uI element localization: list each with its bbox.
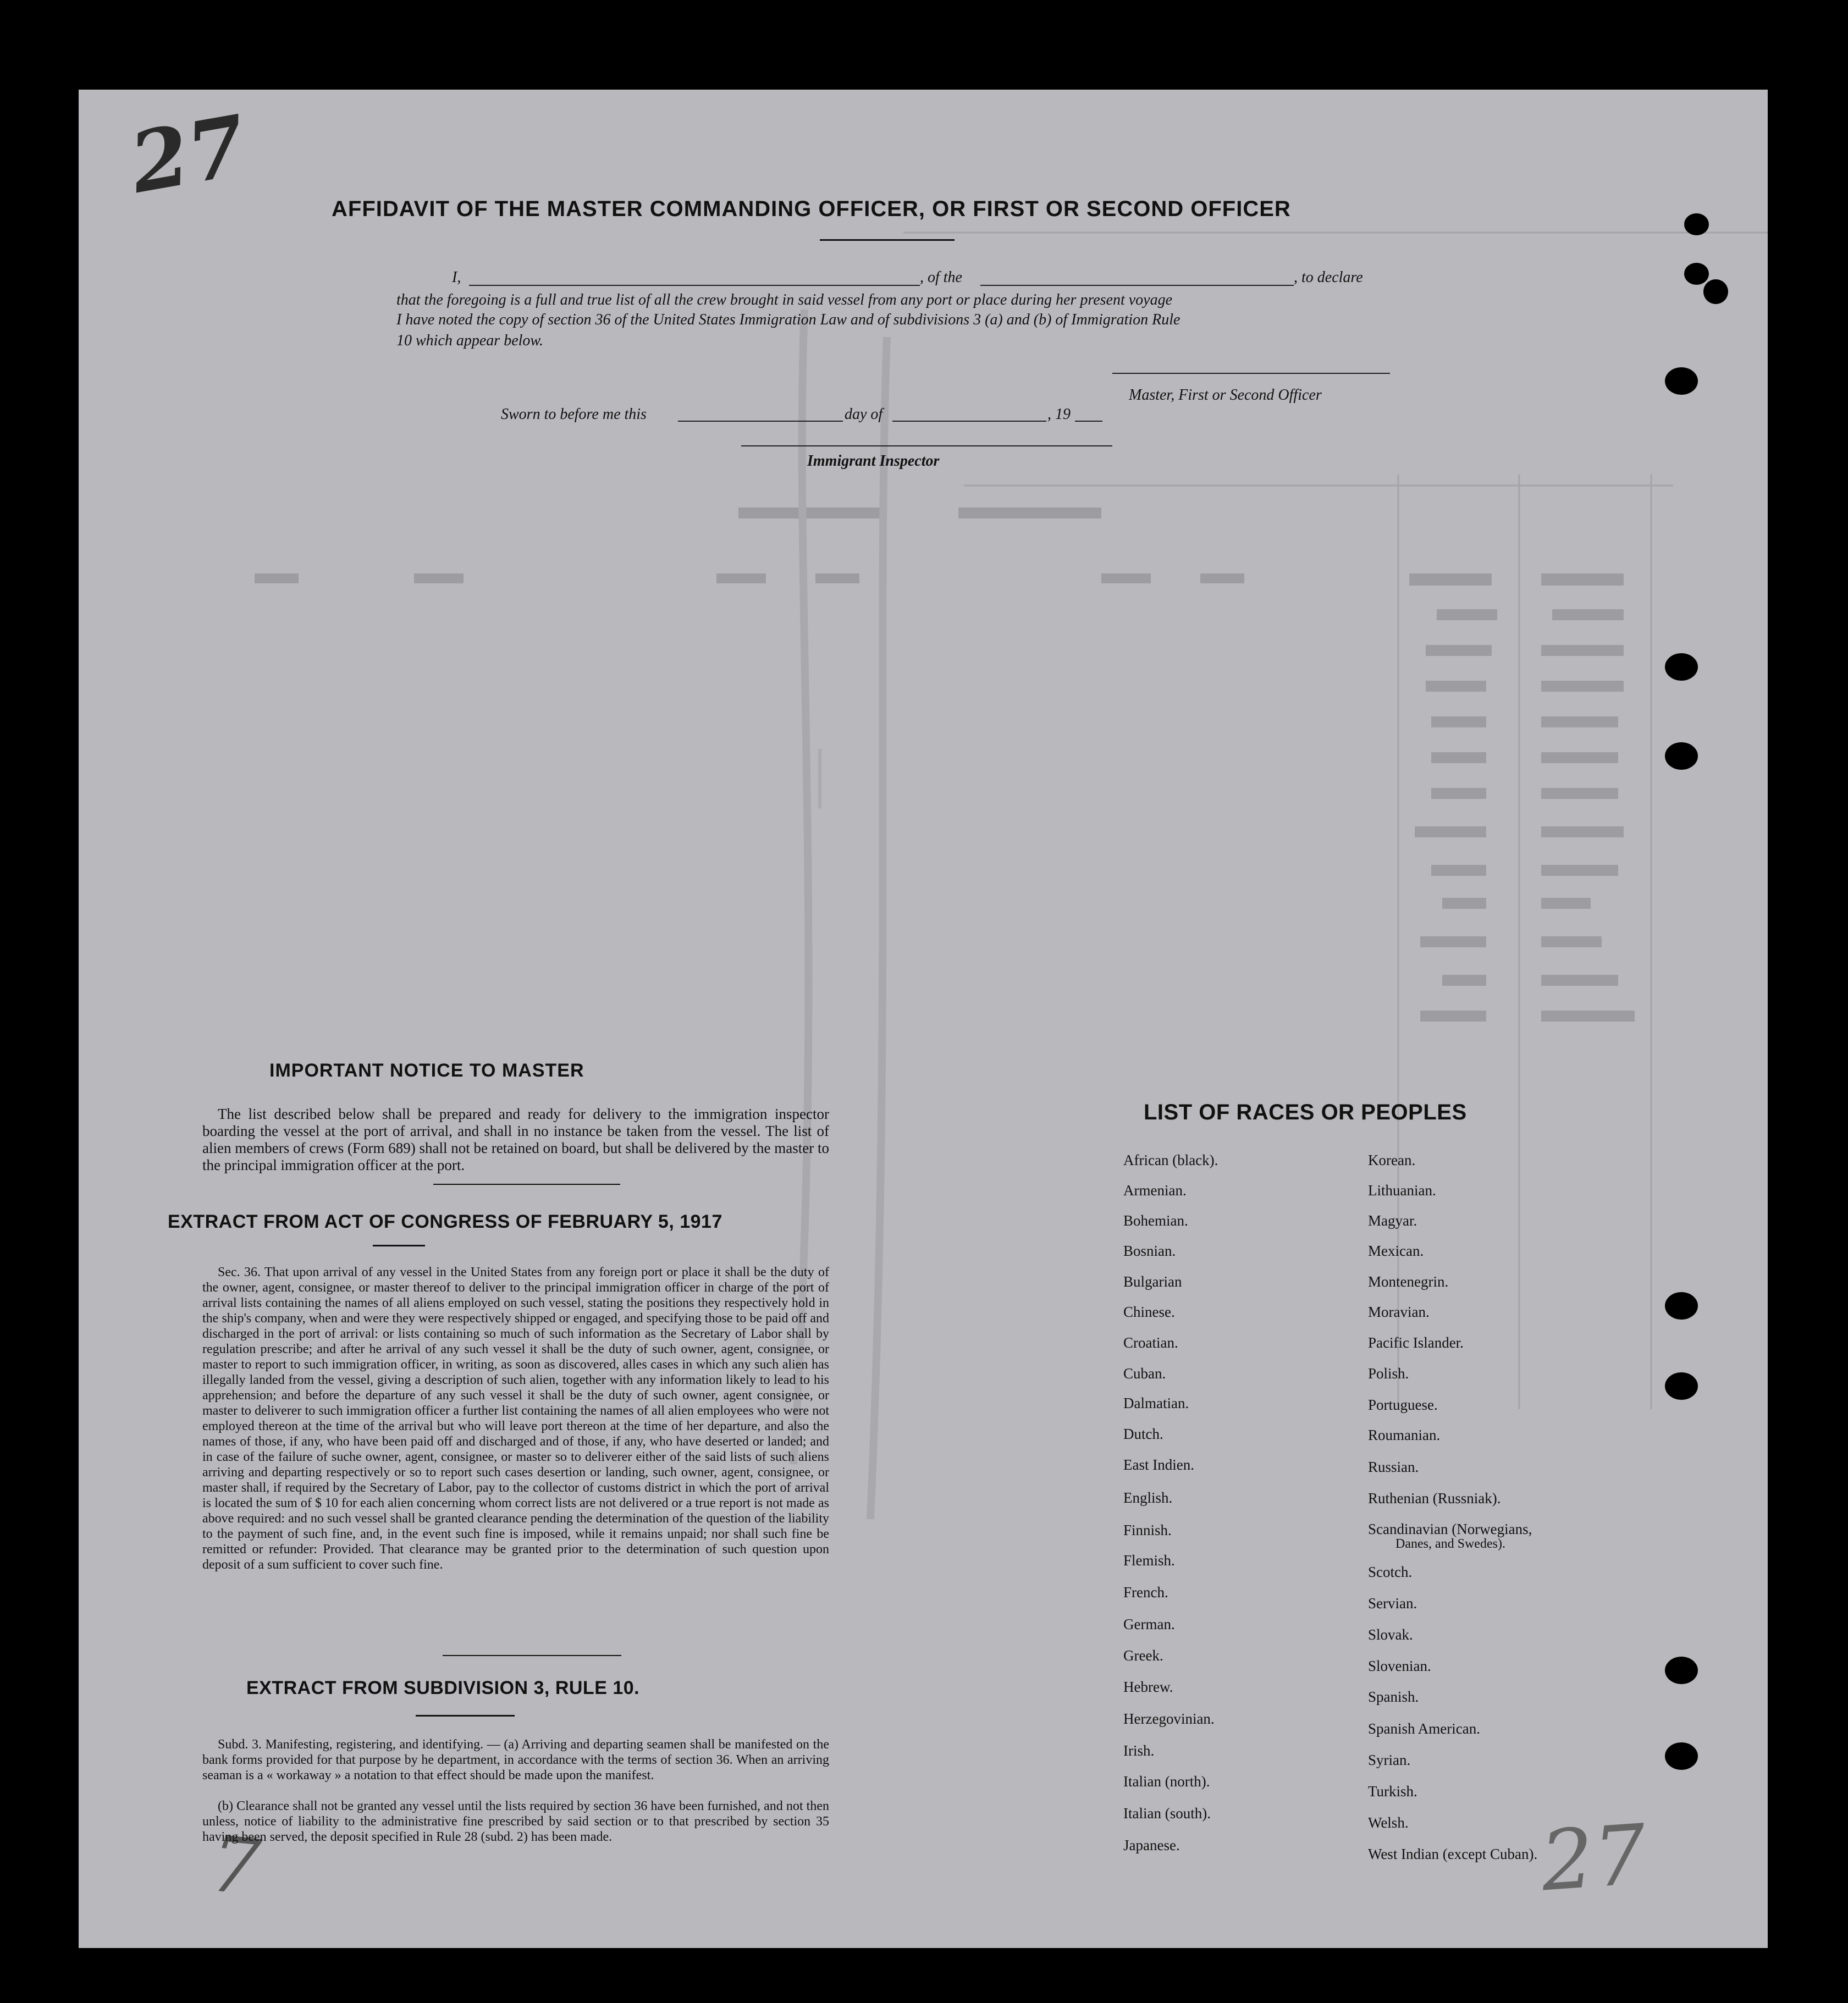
race-item: Bosnian. <box>1123 1243 1176 1259</box>
inspector-label: Immigrant Inspector <box>807 453 940 470</box>
affidavit-line2: that the foregoing is a full and true list of all the crew brought in said vessel from any port or place during her present voyage <box>396 291 1173 308</box>
race-item: Dutch. <box>1123 1426 1163 1442</box>
affidavit-line3: I have noted the copy of section 36 of the United States Immigration Law and of subdivisions 3 (a) and (b) of Immigration Rule <box>396 311 1180 328</box>
race-item: English. <box>1123 1489 1173 1506</box>
race-item: Portuguese. <box>1368 1397 1438 1413</box>
notice-body: The list described below shall be prepared and ready for delivery to the immigration inspector boarding the vessel at the port of arrival, and shall in no instance be taken from the vessel. The list of alien members of crews (Form 689) shall not be retained on board, but shall be delivered by the master to the principal immigration officer at the port. <box>202 1106 829 1173</box>
race-item: Croatian. <box>1123 1334 1178 1351</box>
master-signature-label: Master, First or Second Officer <box>1129 387 1322 404</box>
punch-hole <box>1665 367 1698 395</box>
races-title: LIST OF RACES OR PEOPLES <box>1144 1100 1467 1124</box>
race-item: Polish. <box>1368 1365 1409 1382</box>
punch-hole <box>1665 1292 1698 1320</box>
vessel-blank[interactable] <box>980 285 1294 286</box>
race-item: Bulgarian <box>1123 1273 1182 1290</box>
race-item: Italian (south). <box>1123 1805 1211 1822</box>
race-item: Moravian. <box>1368 1304 1430 1320</box>
race-item: Bohemian. <box>1123 1212 1188 1229</box>
name-blank[interactable] <box>469 285 920 286</box>
punch-hole <box>1665 1372 1698 1400</box>
race-item: Spanish. <box>1368 1689 1419 1705</box>
race-item: Syrian. <box>1368 1752 1411 1768</box>
affidavit-line1-i: I, <box>452 269 461 286</box>
race-item: Magyar. <box>1368 1212 1417 1229</box>
race-item: Mexican. <box>1368 1243 1424 1259</box>
race-item: Dalmatian. <box>1123 1395 1189 1411</box>
race-item: West Indian (except Cuban). <box>1368 1846 1538 1862</box>
affidavit-title-underline <box>820 239 955 241</box>
race-item: Slovenian. <box>1368 1658 1431 1674</box>
race-item: Russian. <box>1368 1459 1419 1475</box>
race-item: French. <box>1123 1584 1168 1601</box>
punch-hole <box>1684 213 1709 235</box>
extract-act-divider <box>443 1655 621 1656</box>
punch-hole <box>1665 1657 1698 1684</box>
race-item: Hebrew. <box>1123 1679 1173 1695</box>
document-page <box>79 90 1768 1948</box>
day-of-label: day of <box>845 406 883 423</box>
punch-hole <box>1665 653 1698 681</box>
punch-hole <box>1684 263 1709 285</box>
race-item: Finnish. <box>1123 1522 1172 1538</box>
punch-hole <box>1665 742 1698 770</box>
svg-text:—: — <box>790 749 863 808</box>
handwritten-number-bottom-right: 27 <box>1538 1807 1650 1910</box>
race-item: Italian (north). <box>1123 1773 1210 1790</box>
race-item: Montenegrin. <box>1368 1273 1449 1290</box>
race-item: Danes, and Swedes). <box>1395 1537 1505 1551</box>
extract-rule-body-a: Subd. 3. Manifesting, registering, and identifying. — (a) Arriving and departing seamen shall be manifested on the bank forms provided for that purpose by he department, in accordance with the terms of section 36. When an arriving seaman is a « workaway » a notation to that effect should be made upon the manifest. <box>202 1737 829 1783</box>
race-item: Chinese. <box>1123 1304 1175 1320</box>
race-item: Pacific Islander. <box>1368 1334 1464 1351</box>
notice-divider <box>433 1184 620 1185</box>
sworn-day-blank[interactable] <box>678 421 843 422</box>
sworn-month-blank[interactable] <box>892 421 1046 422</box>
race-item: Turkish. <box>1368 1783 1417 1800</box>
affidavit-title: AFFIDAVIT OF THE MASTER COMMANDING OFFICER, OR FIRST OR SECOND OFFICER <box>332 197 1291 221</box>
inspector-signature-line[interactable] <box>741 445 1112 446</box>
affidavit-line1-of-the: , of the <box>920 269 962 286</box>
race-item: Welsh. <box>1368 1814 1409 1831</box>
punch-hole <box>1703 279 1728 304</box>
bleed-through-background <box>79 90 1768 1948</box>
race-item: Korean. <box>1368 1152 1416 1168</box>
notice-title: IMPORTANT NOTICE TO MASTER <box>269 1060 584 1081</box>
affidavit-line4: 10 which appear below. <box>396 332 544 349</box>
extract-act-underline <box>373 1245 425 1246</box>
race-item: Servian. <box>1368 1595 1417 1612</box>
race-item: Scandinavian (Norwegians, <box>1368 1521 1532 1537</box>
year-label: , 19 <box>1047 406 1071 423</box>
extract-act-body: Sec. 36. That upon arrival of any vessel in the United States from any foreign port or place it shall be the duty of the owner, agent, consignee, or master thereof to deliver to the principal immigration officer in charge of the port of arrival lists containing the names of all aliens employed on such vessel, stating the positions they respectively hold in the ship's company, when and were they were respectively shipped or engaged, and specifying those to be paid off and discharged in the port of arrival: or lists containing so much of such information as the Secretary of Labor shall by regulation prescribe; and after he arrival of any such vessel it shall be the duty of such owner, agent, consignee, or master to report to such immigration officer, in writing, as soon as discovered, alles cases in which any such alien has illegally landed from the vessel, giving a description of such alien, together with any information likely to lead to his apprehension; and before the departure of any such vessel it shall be the duty of such owner, agent consignee, or master to deliverer to such immigration officer a further list containing the names of all alien employees who were not employed thereon at the time of the arrival but who will leave port thereon at the time of her departure, and also the names of those, if any, who have been paid off and discharged and of those, if any, who have deserted or landed; and in case of the failure of suche owner, agent, consignee, or master so to deliverer either of the said lists of such aliens arriving and departing respectively or so to report such cases desertion or landing, such owner, agent, consignee, or master shall, if required by the Secretary of Labor, pay to the collector of customs district in which the port of arrival is located the sum of $ 10 for each alien concerning whom correct lists are not delivered or a true report is not made as above required: and no such vessel shall be granted clearance pending the determination of the question of the liability to the payment of such fine, and, in the event such fine is imposed, while it remains unpaid; nor shall such fine be remitted or refunder: Provided. That clearance may be granted prior to the determination of such question upon deposit of a sum sufficient to cover such fine. <box>202 1265 829 1572</box>
extract-act-title: EXTRACT FROM ACT OF CONGRESS OF FEBRUARY 5, 1917 <box>168 1211 722 1232</box>
race-item: African (black). <box>1123 1152 1218 1168</box>
handwritten-number-bottom-left: 7 <box>206 1819 264 1914</box>
race-item: German. <box>1123 1616 1175 1632</box>
race-item: Flemish. <box>1123 1552 1175 1569</box>
extract-rule-title: EXTRACT FROM SUBDIVISION 3, RULE 10. <box>246 1678 640 1698</box>
race-item: Herzegovinian. <box>1123 1710 1215 1727</box>
race-item: Roumanian. <box>1368 1427 1441 1443</box>
handwritten-number-top-left: 27 <box>123 97 253 212</box>
master-signature-line[interactable] <box>1112 373 1390 374</box>
race-item: Greek. <box>1123 1647 1163 1664</box>
race-item: Japanese. <box>1123 1837 1180 1853</box>
extract-rule-body-b: (b) Clearance shall not be granted any vessel until the lists required by section 36 have been furnished, and not then unless, notice of liability to the administrative fine prescribed by said section or to that prescribed by section 35 having been served, the deposit specified in Rule 28 (subd. 2) has been made. <box>202 1799 829 1844</box>
race-item: Scotch. <box>1368 1564 1413 1580</box>
race-item: Irish. <box>1123 1742 1155 1759</box>
extract-rule-underline <box>416 1715 515 1717</box>
race-item: Lithuanian. <box>1368 1182 1436 1199</box>
race-item: East Indien. <box>1123 1456 1194 1473</box>
race-item: Armenian. <box>1123 1182 1187 1199</box>
sworn-year-blank[interactable] <box>1075 421 1102 422</box>
sworn-label: Sworn to before me this <box>501 406 647 423</box>
race-item: Cuban. <box>1123 1365 1166 1382</box>
race-item: Ruthenian (Russniak). <box>1368 1490 1501 1507</box>
race-item: Spanish American. <box>1368 1720 1480 1737</box>
affidavit-line1-to-declare: , to declare <box>1294 269 1363 286</box>
race-item: Slovak. <box>1368 1626 1413 1643</box>
punch-hole <box>1665 1742 1698 1770</box>
